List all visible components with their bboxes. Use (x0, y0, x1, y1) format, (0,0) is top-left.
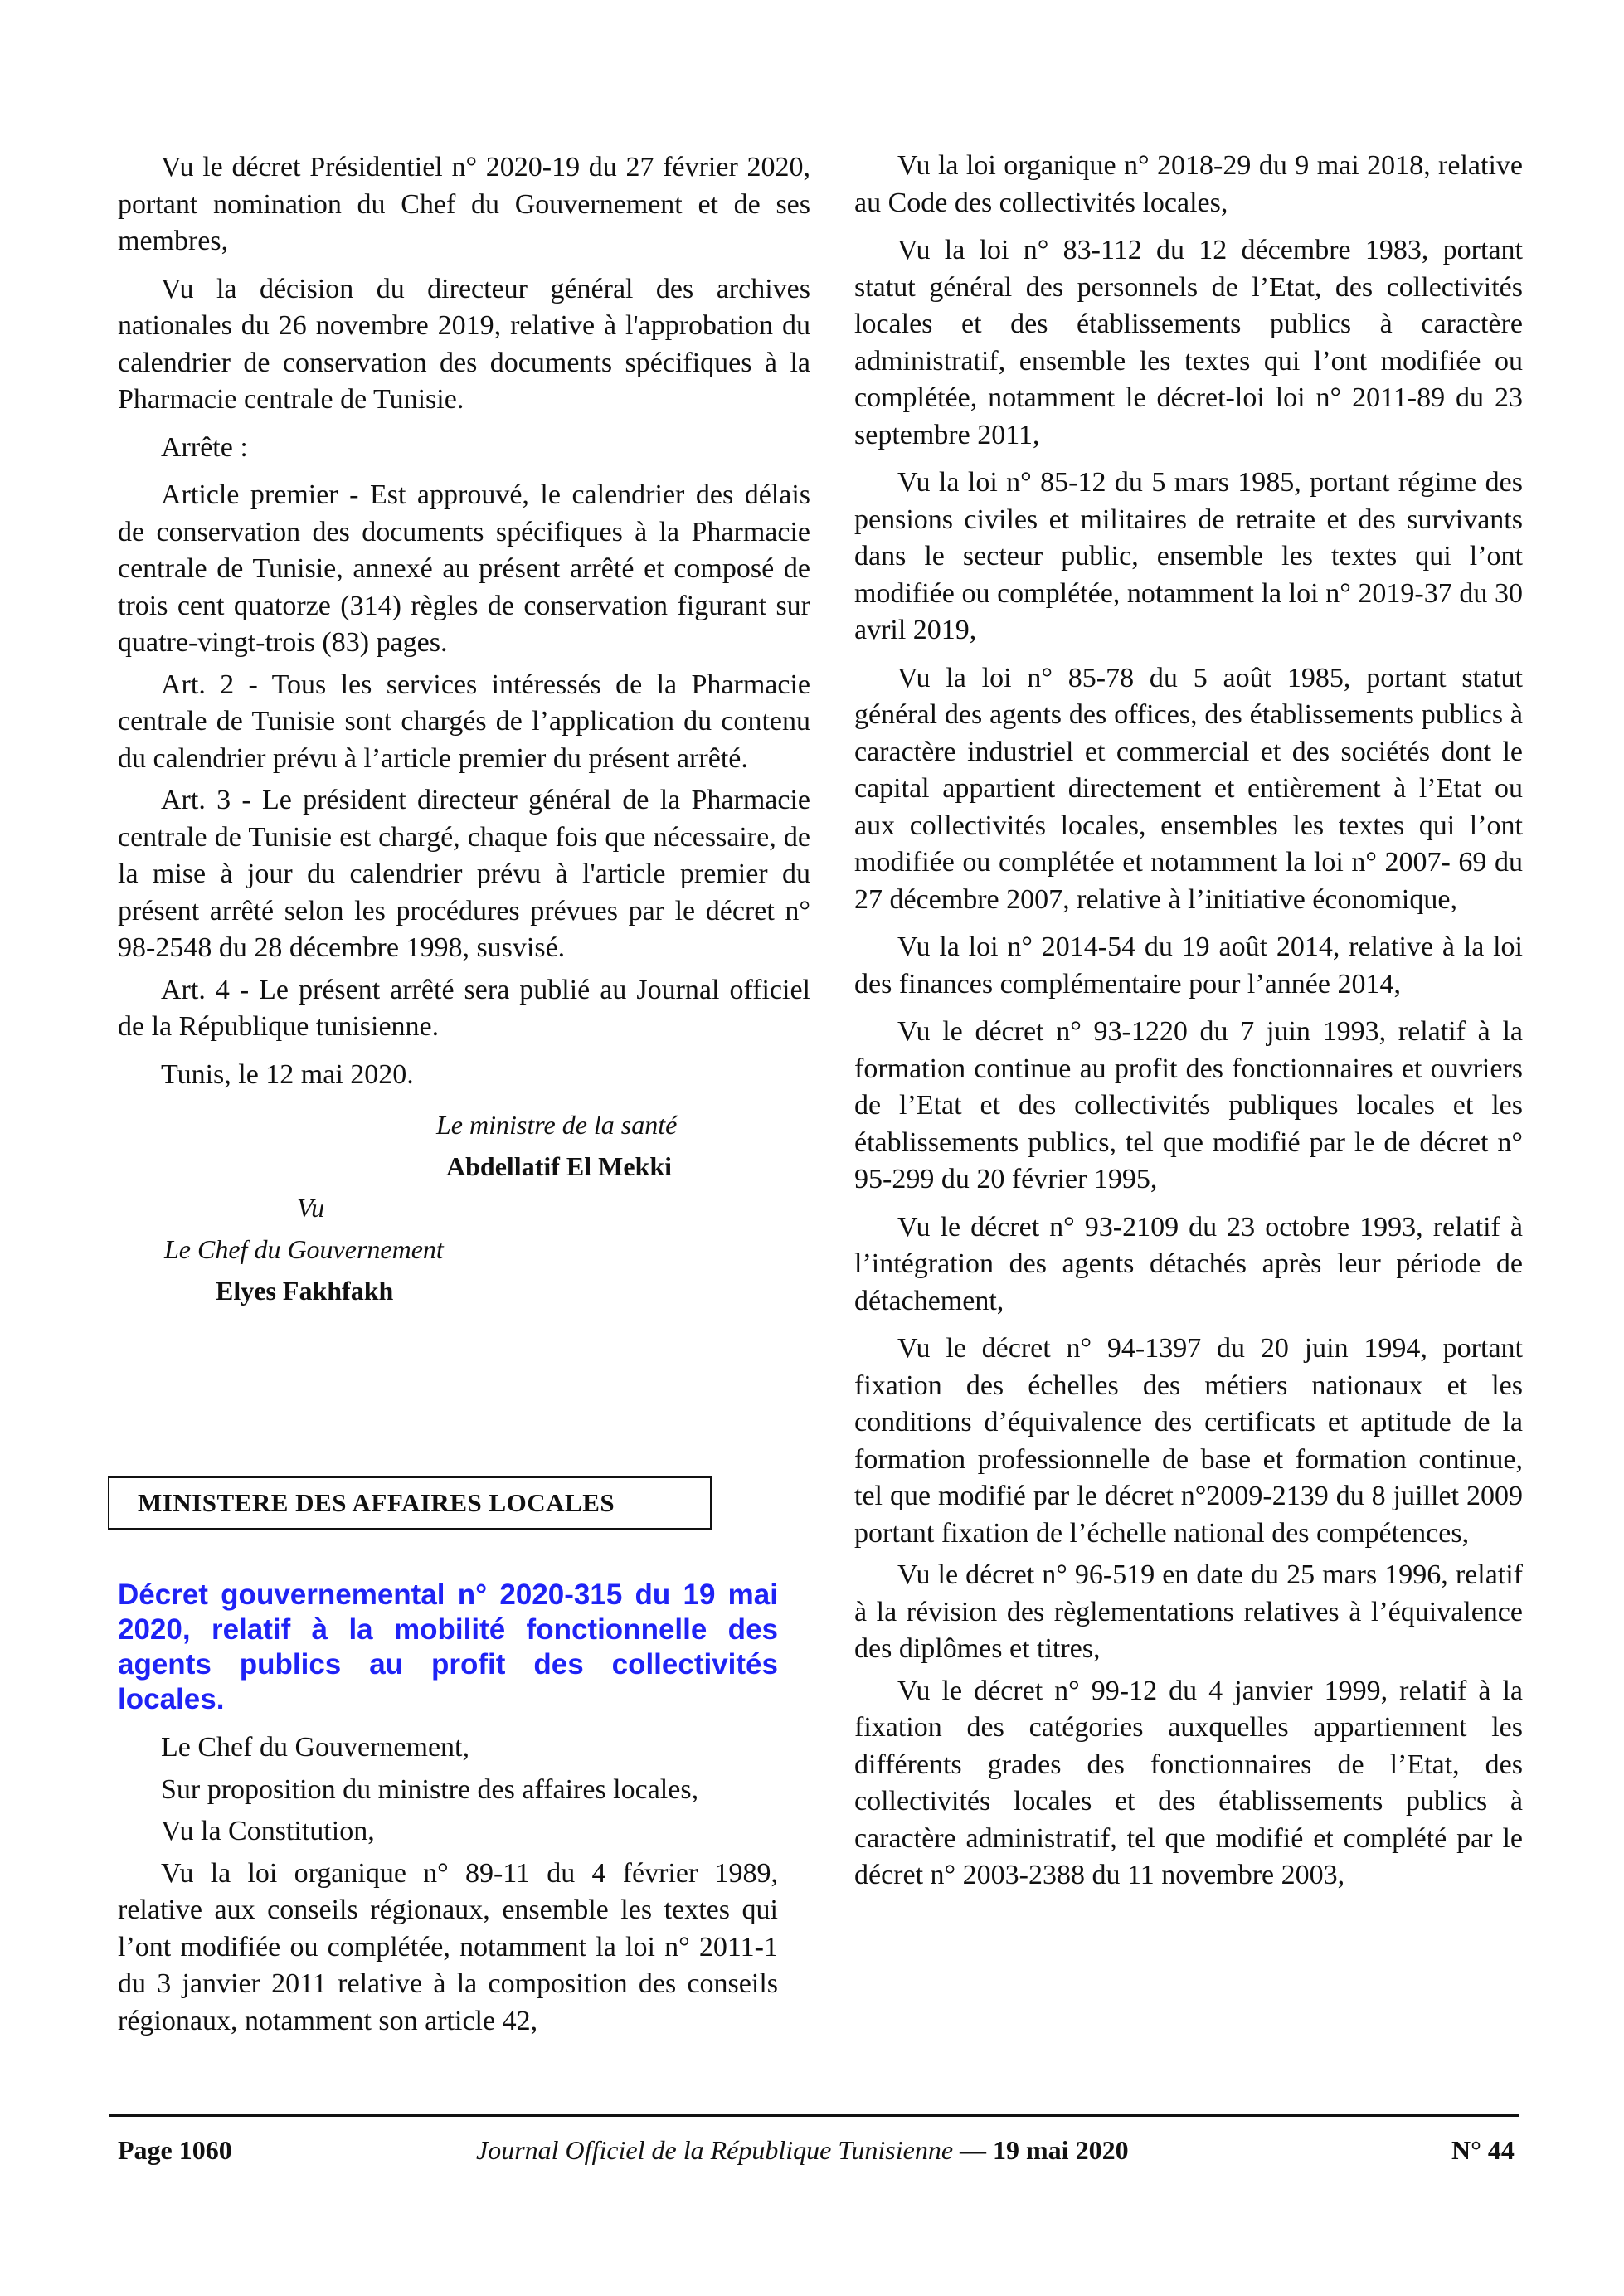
ministry-heading-box (108, 1476, 712, 1530)
paragraph: Vu le décret n° 99-12 du 4 janvier 1999, relatif à la fixation des catégories auxquelles appartiennent les différents grades des fonctionnaires de l’Etat, des collectivités locales et des établissements publics à caractère administratif, tel que modifié et complété par le décret n° 2003-2388 du 11 novembre 2003, (854, 1675, 1523, 1890)
paragraph: Vu le décret n° 96-519 en date du 25 mars 1996, relatif à la révision des règlementations relatives à l’équivalence des diplômes et titres, (854, 1559, 1523, 1664)
paragraph: Article premier - Est approuvé, le calendrier des délais de conservation des documents spécifiques à la Pharmacie centrale de Tunisie, annexé au présent arrêté et composé de trois cent quatorze (314) règles de conservation figurant sur quatre-vingt-trois (83) pages. (118, 479, 810, 658)
left-column (118, 149, 810, 1320)
paragraph: Arrête : (161, 431, 248, 463)
paragraph: Art. 2 - Tous les services intéressés de la Pharmacie centrale de Tunisie sont chargés de l’application du contenu du calendrier prévu à l’article premier du présent arrêté. (118, 669, 810, 774)
page-number: Page 1060 (118, 2135, 232, 2165)
paragraph: Vu la loi n° 85-78 du 5 août 1985, portant statut général des agents des offices, des établissements publics à caractère industriel et commercial et des sociétés dont le capital appartient directement et entièrement à l’Etat ou aux collectivités locales, ensembles les textes qui l’ont modifiée ou complétée et notamment la loi n° 2007- 69 du 27 décembre 2007, relative à l’initiative économique, (854, 662, 1523, 915)
paragraph: Vu le décret n° 93-1220 du 7 juin 1993, relatif à la formation continue au profit des fonctionnaires et ouvriers de l’Etat et des collectivités publiques locales et les établissements publics, tel que modifié par le de décret n° 95-299 du 20 février 1995, (854, 1016, 1523, 1194)
paragraph: Vu la loi n° 85-12 du 5 mars 1985, portant régime des pensions civiles et militaires de retraite et des survivants dans le secteur public, ensemble les textes qui l’ont modifiée ou complétée, notamment la loi n° 2019-37 du 30 avril 2019, (854, 467, 1523, 645)
paragraph: Vu la loi n° 2014-54 du 19 août 2014, relative à la loi des finances complémentaire pour l’année 2014, (854, 932, 1523, 1000)
issue-number: N° 44 (1451, 2135, 1515, 2165)
paragraph: Vu le décret n° 93-2109 du 23 octobre 1993, relatif à l’intégration des agents détachés après leur période de détachement, (854, 1211, 1523, 1316)
paragraph: Le Chef du Gouvernement, (161, 1732, 469, 1763)
journal-name: Journal Officiel de la République Tunisienne (476, 2135, 954, 2165)
paragraph: Vu le décret Présidentiel n° 2020-19 du 27 février 2020, portant nomination du Chef du Gouvernement et de ses membres, (118, 152, 810, 256)
chef-name: Elyes Fakhfakh (216, 1276, 394, 1306)
paragraph: Vu la loi organique n° 2018-29 du 9 mai 2018, relative au Code des collectivités locales, (854, 150, 1523, 218)
right-column (854, 148, 1523, 1900)
paragraph: Sur proposition du ministre des affaires locales, (161, 1773, 699, 1805)
date-line: Tunis, le 12 mai 2020. (161, 1058, 414, 1090)
paragraph: Vu la décision du directeur général des archives nationales du 26 novembre 2019, relative à l'approbation du calendrier de conservation des documents spécifiques à la Pharmacie centrale de Tunisie. (118, 273, 810, 415)
chef-title: Le Chef du Gouvernement (164, 1234, 444, 1264)
minister-title: Le ministre de la santé (436, 1110, 678, 1140)
paragraph: Vu le décret n° 94-1397 du 20 juin 1994, portant fixation des échelles des métiers nationaux et les conditions d’équivalence des certificats et aptitude de la formation professionnelle de base et formation continue, tel que modifié par le décret n°2009-2139 du 8 juillet 2009 portant fixation de l’échelle national des compétences, (854, 1333, 1523, 1549)
paragraph: Art. 4 - Le présent arrêté sera publié au Journal officiel de la République tunisienne. (118, 974, 810, 1042)
left-column-bottom (118, 1729, 778, 2045)
ministry-heading: MINISTERE DES AFFAIRES LOCALES (138, 1488, 615, 1517)
journal-date: 19 mai 2020 (993, 2135, 1129, 2165)
paragraph: Vu la loi n° 83-112 du 12 décembre 1983, portant statut général des personnels de l’Etat, des collectivités locales et des établissements publics à caractère administratif, ensemble les textes qui l’ont modifiée ou complétée, notamment le décret-loi loi n° 2011-89 du 23 septembre 2011, (854, 235, 1523, 450)
paragraph: Vu la Constitution, (161, 1816, 375, 1846)
minister-name: Abdellatif El Mekki (446, 1151, 673, 1181)
vu-label: Vu (297, 1193, 325, 1223)
journal-title (476, 2135, 1129, 2166)
journal-separator: — (953, 2135, 994, 2165)
paragraph: Art. 3 - Le président directeur général de la Pharmacie centrale de Tunisie est chargé, chaque fois que nécessaire, de la mise à jour du calendrier prévu à l'article premier du présent arrêté selon les procédures prévues par le décret n° 98-2548 du 28 décembre 1998, susvisé. (118, 785, 810, 963)
decree-title: Décret gouvernemental n° 2020-315 du 19 mai 2020, relatif à la mobilité fonctionnelle des agents publics au profit des collectivités locales. (118, 1578, 778, 1715)
signature-block (118, 1104, 810, 1320)
footer-rule (109, 2114, 1519, 2117)
paragraph: Vu la loi organique n° 89-11 du 4 février 1989, relative aux conseils régionaux, ensemble les textes qui l’ont modifiée ou complétée, notamment la loi n° 2011-1 du 3 janvier 2011 relative à la composition des conseils régionaux, notamment son article 42, (118, 1857, 778, 2036)
